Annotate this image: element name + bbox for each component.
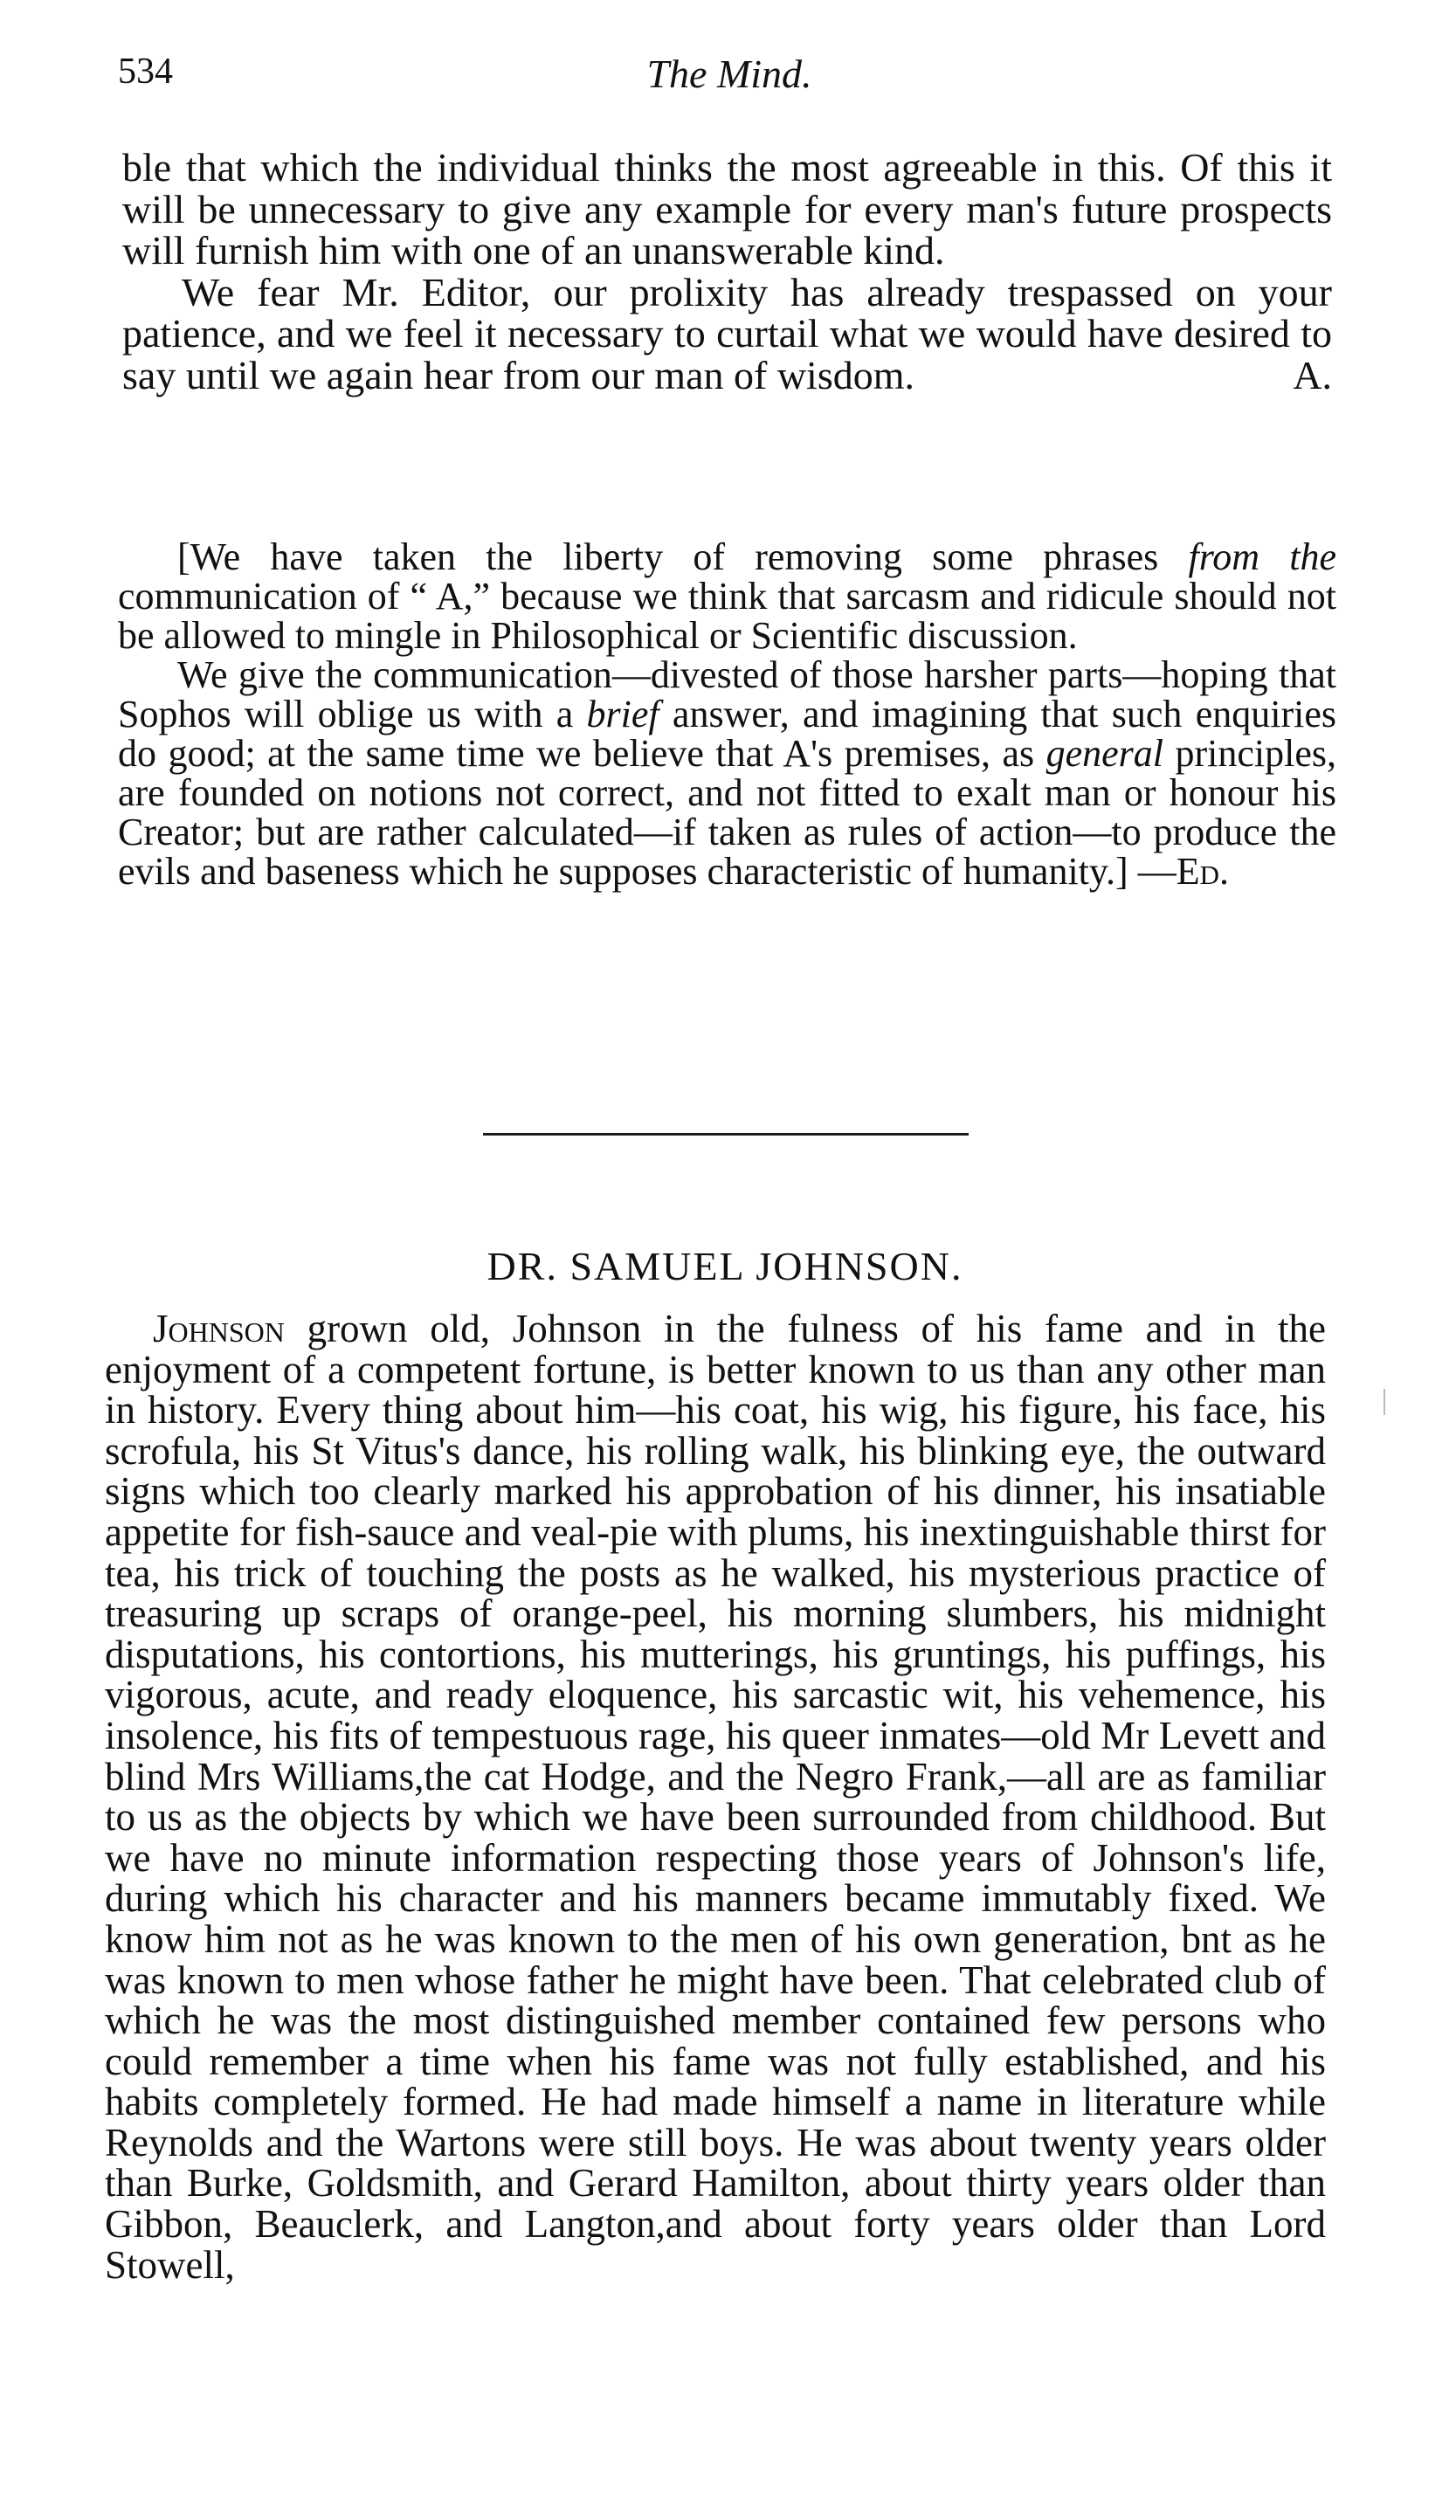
paragraph: ble that which the individual thinks the most agreeable in this. Of this it will be unnecessary to give any example for every man's future prospects will furnish him with one of an unanswerable kind. <box>122 145 1332 273</box>
running-title: The Mind. <box>646 52 812 96</box>
article-first-word: Johnson <box>153 1307 285 1350</box>
previous-article-ending <box>122 147 1332 397</box>
editor-note-paragraph <box>118 655 1336 891</box>
article-paragraph <box>105 1308 1326 2285</box>
paragraph <box>122 269 1332 397</box>
article-body <box>105 1308 1326 2285</box>
article-text: grown old, Johnson in the fulness of his fame and in the enjoyment of a competent fortune, is better known to us than any other man in history. Every thing about him—his coat, his wig, his figure, his face, his scrofula, his St Vitus's dance, his rolling walk, his blinking eye, the outward signs which too clearly marked his approbation of his dinner, his insatiable appetite for fish-sauce and veal-pie with plums, his inextinguishable thirst for tea, his trick of touching the posts as he walked, his mysterious practice of treasuring up scraps of orange-peel, his morning slumbers, his midnight disputations, his contortions, his mutterings, his gruntings, his puffings, his vigorous, acute, and ready eloquence, his sarcastic wit, his vehemence, his insolence, his fits of tempestuous rage, his queer inmates—old Mr Levett and blind Mrs Williams,the cat Hodge, and the Negro Frank,—all are as familiar to us as the objects by which we have been surrounded from childhood. But we have no minute information respecting those years of Johnson's life, during which his character and his manners became immutably fixed. We know him not as he was known to the men of his own generation, bnt as he was known to men whose father he might have been. That celebrated club of which he was the most distinguished member contained few persons who could remember a time when his fame was not fully established, and his habits completely formed. He had made himself a name in literature while Reynolds and the Wartons were still boys. He was about twenty years older than Burke, Goldsmith, and Gerard Hamilton, about thirty years older than Gibbon, Beauclerk, and Langton,and about forty years older than Lord Stowell, <box>105 1307 1326 2287</box>
note-text: communication of “ A,” because we think that sarcasm and ridicule should not be allowed to mingle in Philosophical or Scientific discussion. <box>118 575 1336 657</box>
note-text: [We have taken the liberty of removing some phrases <box>177 535 1189 578</box>
paragraph-text: We fear Mr. Editor, our prolixity has already trespassed on your patience, and we feel it necessary to curtail what we would have desired to say until we again hear from our man of wisdom. <box>122 269 1332 397</box>
article-title: DR. SAMUEL JOHNSON. <box>486 1244 963 1288</box>
author-signature: A. <box>1293 352 1332 397</box>
note-italic-text: from the <box>1188 535 1336 578</box>
editor-note-paragraph <box>118 537 1336 655</box>
page-number: 534 <box>118 52 173 92</box>
margin-mark <box>1384 1389 1385 1415</box>
note-text: principles, are founded on notions not correct, and not fitted to exalt man or honour his Creator; but are rather calculated—if taken as rules of action—to produce the evils and baseness which he supposes characteristic of humanity.] — <box>118 732 1336 893</box>
note-text: answer, and imagining that such enquiries do good; at the same time we believe that A's premises, as <box>118 693 1336 775</box>
editor-note <box>118 537 1336 891</box>
page-header <box>118 51 1341 112</box>
section-divider <box>483 1133 969 1136</box>
note-italic-text: general <box>1045 732 1164 775</box>
note-italic-text: brief <box>586 693 659 735</box>
editor-signature: Ed. <box>1176 850 1229 893</box>
note-text: We give the communication—divested of those harsher parts—hoping that Sophos will oblige us with a <box>118 653 1336 735</box>
